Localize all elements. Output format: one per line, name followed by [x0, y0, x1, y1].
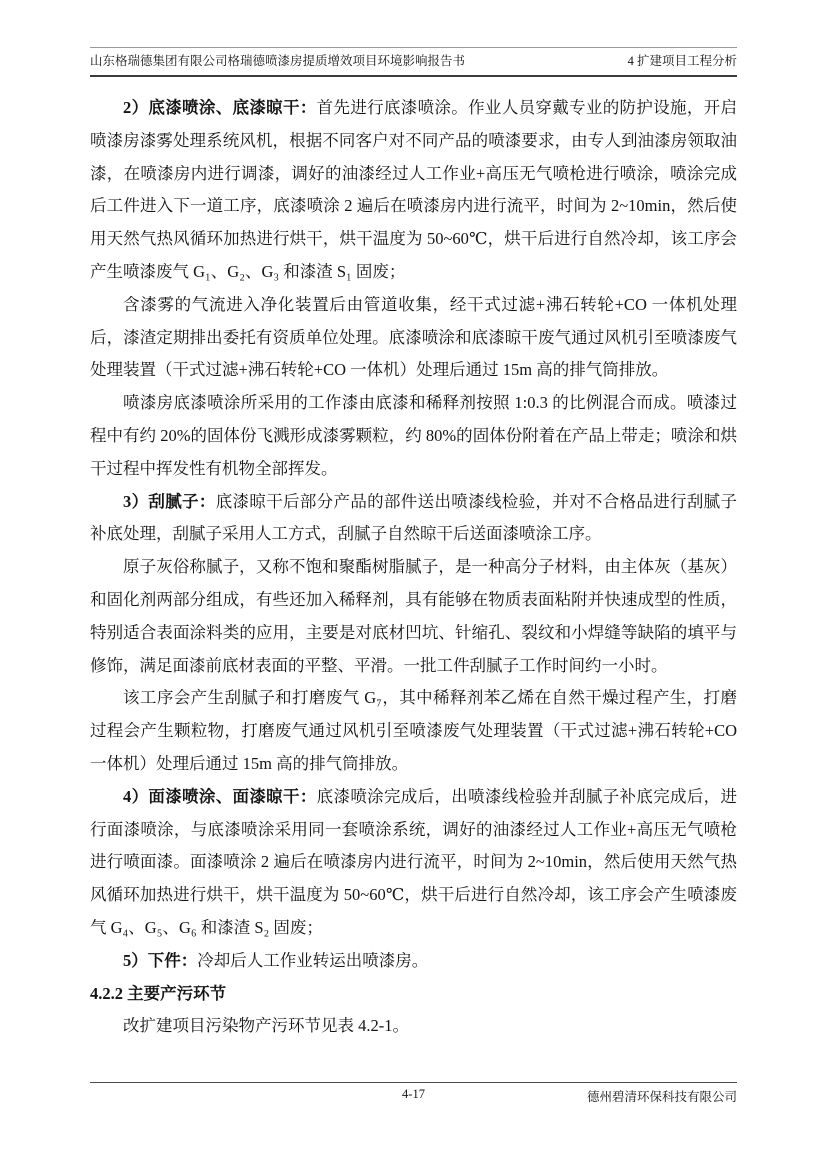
- paragraph-putty-waste-gas: [90, 682, 737, 780]
- paragraph-lead: 5）下件：: [123, 950, 198, 970]
- paragraph-topcoat-spraying: [90, 781, 737, 945]
- paragraph-text: 喷漆房底漆喷涂所采用的工作漆由底漆和稀释剂按照 1:0.3 的比例混合而成。喷漆过程中有约 20%的固体份飞溅形成漆雾颗粒，约 80%的固体份附着在产品上带走；喷涂和烘干过程中挥发性有机物全部挥发。: [90, 393, 737, 478]
- paragraph-text: 含漆雾的气流进入净化装置后由管道收集，经干式过滤+沸石转轮+CO 一体机处理后，漆渣定期排出委托有资质单位处理。底漆喷涂和底漆晾干废气通过风机引至喷漆废气处理装置（干式过滤+沸石转轮+CO 一体机）处理后通过 15m 高的排气筒排放。: [90, 294, 737, 380]
- document-body: [90, 92, 737, 1043]
- paragraph-paint-mist-treatment: [90, 289, 737, 387]
- paragraph-lead: 2）底漆喷涂、底漆晾干：: [123, 98, 317, 117]
- section-heading: 4.2.2 主要产污环节: [90, 983, 227, 1003]
- page-footer: [90, 1082, 737, 1111]
- paragraph-unloading: [90, 945, 737, 978]
- page-header: [90, 47, 737, 77]
- page-number: 4-17: [402, 1087, 425, 1101]
- paragraph-putty-description: [90, 551, 737, 682]
- header-report-title: 山东格瑞德集团有限公司格瑞德喷漆房提质增效项目环境影响报告书: [90, 54, 466, 68]
- header-chapter-title: 4 扩建项目工程分析: [627, 54, 737, 68]
- paragraph-lead: 4）面漆喷涂、面漆晾干：: [123, 786, 317, 806]
- paragraph-text: 冷却后人工作业转运出喷漆房。: [197, 950, 429, 970]
- paragraph-putty-scraping: [90, 486, 737, 552]
- paragraph-lead: 3）刮腻子：: [123, 491, 216, 511]
- paragraph-text: 底漆喷涂完成后，出喷漆线检验并刮腻子补底完成后，进行面漆喷涂，与底漆喷涂采用同一套喷涂系统，调好的油漆经过人工作业+高压无气喷枪进行喷面漆。面漆喷涂 2 遍后在喷漆房内进行流平，时间为 2~10min，然后使用天然气热风循环加热进行烘干，烘干温度为 50~60℃，烘干后进行自然冷却，该工序会产生喷漆废气 G₄、G₅、G₆ 和漆渣 S₂ 固废；: [90, 786, 738, 937]
- paragraph-text: 改扩建项目污染物产污环节见表 4.2-1。: [123, 1016, 409, 1036]
- paragraph-pollution-links: [90, 1010, 737, 1043]
- paragraph-text: 首先进行底漆喷涂。作业人员穿戴专业的防护设施，开启喷漆房漆雾处理系统风机，根据不同客户对不同产品的喷漆要求，由专人到油漆房领取油漆，在喷漆房内进行调漆，调好的油漆经过人工作业+高压无气喷枪进行喷涂，喷涂完成后工件进入下一道工序，底漆喷涂 2 遍后在喷漆房内进行流平，时间为 2~10min，然后使用天然气热风循环加热进行烘干，烘干温度为 50~60℃，烘干后进行自然冷却，该工序会产生喷漆废气 G₁、G₂、G₃ 和漆渣 S₁ 固废；: [90, 98, 738, 281]
- paragraph-primer-spraying: [90, 92, 737, 289]
- paragraph-text: 该工序会产生刮腻子和打磨废气 G₇，其中稀释剂苯乙烯在自然干燥过程产生，打磨过程会产生颗粒物，打磨废气通过风机引至喷漆废气处理装置（干式过滤+沸石转轮+CO 一体机）处理后通过 15m 高的排气筒排放。: [90, 688, 737, 773]
- paragraph-text: 原子灰俗称腻子，又称不饱和聚酯树脂腻子，是一种高分子材料，由主体灰（基灰）和固化剂两部分组成，有些还加入稀释剂，具有能够在物质表面粘附并快速成型的性质，特别适合表面涂料类的应用，主要是对底材凹坑、针缩孔、裂纹和小焊缝等缺陷的填平与修饰，满足面漆前底材表面的平整、平滑。一批工件刮腻子工作时间约一小时。: [90, 557, 737, 675]
- paragraph-text: 底漆晾干后部分产品的部件送出喷漆线检验，并对不合格品进行刮腻子补底处理，刮腻子采用人工方式，刮腻子自然晾干后送面漆喷涂工序。: [90, 491, 738, 544]
- paragraph-primer-mix-ratio: [90, 387, 737, 485]
- header-bottom-rule: [90, 75, 737, 77]
- footer-company-name: 德州碧清环保科技有限公司: [586, 1090, 737, 1104]
